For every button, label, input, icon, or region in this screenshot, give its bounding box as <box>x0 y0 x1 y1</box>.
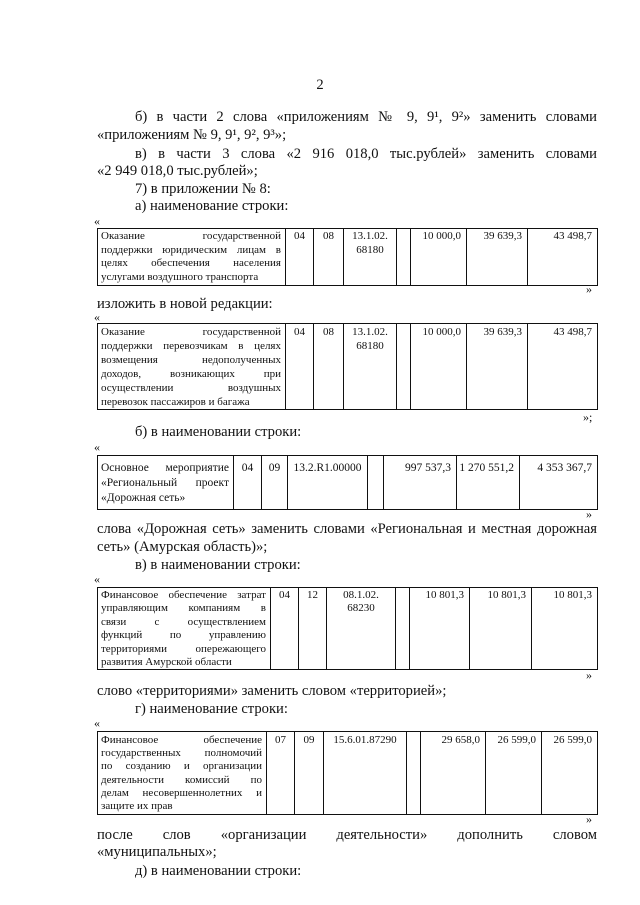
code-cell <box>327 588 396 669</box>
row-name-cell <box>98 732 267 814</box>
code-line: 68230 <box>347 602 375 615</box>
name-line: возмещения недополученных <box>101 354 281 366</box>
code-line: 13.1.02. <box>352 230 388 242</box>
empty-cell <box>396 588 410 669</box>
name-line: поддержки юридическим лицам в <box>101 243 281 256</box>
empty-cell <box>397 324 411 409</box>
open-quote-mark: « <box>94 572 100 586</box>
name-line: деятельности комиссий по <box>101 773 262 786</box>
name-line: территориями опережающего <box>101 642 266 655</box>
open-quote-mark: « <box>94 716 100 730</box>
paragraph-line: в) в части 3 слова «2 916 018,0 тыс.рублей» заменить словами <box>135 146 597 162</box>
name-line: Оказание государственной <box>101 230 281 242</box>
budget-table-row <box>97 323 598 410</box>
code-line: 13.2.R1.00000 <box>293 462 362 474</box>
name-line: делам несовершеннолетних и <box>101 786 262 799</box>
name-line: связи с осуществлением <box>101 615 266 628</box>
value-cell: 39 639,3 <box>467 229 528 285</box>
paragraph-line: после слов «организации деятельности» дополнить словом <box>97 827 597 843</box>
paragraph-line: слова «Дорожная сеть» заменить словами «Региональная и местная дорожная <box>97 521 597 537</box>
paragraph-line: б) в части 2 слова «приложениям № 9, 9¹, 9²» заменить словами <box>135 109 597 125</box>
paragraph-line: в) в наименовании строки: <box>135 557 301 573</box>
row-name-cell <box>98 229 286 285</box>
code-line: 15.6.01.87290 <box>333 734 397 746</box>
name-line: услугами воздушного транспорта <box>101 270 259 283</box>
value-cell: 10 000,0 <box>411 324 467 409</box>
name-line: функций по управлению <box>101 629 266 642</box>
value-cell: 10 801,3 <box>410 588 470 669</box>
empty-cell <box>407 732 421 814</box>
value-cell: 26 599,0 <box>553 734 592 746</box>
value-cell: 39 639,3 <box>467 324 528 409</box>
name-line: государственных полномочий <box>101 747 262 760</box>
section-cell: 04 <box>234 456 262 509</box>
paragraph-line: «2 949 018,0 тыс.рублей»; <box>97 163 258 179</box>
open-quote-mark: « <box>94 440 100 454</box>
budget-table-row <box>97 455 598 510</box>
code-cell <box>344 324 397 409</box>
row-name-cell <box>98 588 271 669</box>
name-line: «Региональный проект <box>101 477 229 489</box>
paragraph-line: б) в наименовании строки: <box>135 424 302 440</box>
section-cell: 04 <box>271 588 299 669</box>
section-cell: 04 <box>286 229 314 285</box>
subsection-cell: 08 <box>314 229 344 285</box>
name-line: защите их прав <box>101 800 173 813</box>
budget-table-row <box>97 731 598 815</box>
close-quote-mark: » <box>586 282 592 296</box>
paragraph-line: изложить в новой редакции: <box>97 296 273 312</box>
code-line: 08.1.02. <box>343 589 379 601</box>
value-cell: 43 498,7 <box>553 230 592 242</box>
code-cell <box>324 732 407 814</box>
close-quote-mark: »; <box>583 410 593 424</box>
paragraph-line: слово «территориями» заменить словом «территорией»; <box>97 683 447 699</box>
subsection-cell: 08 <box>314 324 344 409</box>
row-name-cell <box>98 324 286 409</box>
name-line: Основное мероприятие <box>101 462 229 474</box>
name-line: «Дорожная сеть» <box>101 492 186 504</box>
name-line: осуществлении воздушных <box>101 382 281 394</box>
section-cell: 07 <box>267 732 295 814</box>
value-cell: 10 000,0 <box>411 229 467 285</box>
row-name-cell <box>98 456 234 509</box>
value-cell: 10 801,3 <box>553 589 592 601</box>
empty-cell <box>368 456 384 509</box>
code-line: 13.1.02. <box>352 326 388 338</box>
name-line: развития Амурской области <box>101 656 232 669</box>
code-line: 68180 <box>356 243 384 256</box>
name-line: перевозок пассажиров и багажа <box>101 396 250 408</box>
name-line: Оказание государственной <box>101 326 281 338</box>
paragraph-line: 7) в приложении № 8: <box>135 181 271 197</box>
code-cell <box>344 229 397 285</box>
name-line: поддержки перевозчикам в целях <box>101 340 281 352</box>
close-quote-mark: » <box>586 507 592 521</box>
paragraph-line: «муниципальных»; <box>97 844 217 860</box>
paragraph-line: а) наименование строки: <box>135 198 289 214</box>
empty-cell <box>397 229 411 285</box>
value-cell: 10 801,3 <box>470 588 532 669</box>
paragraph-line: сеть» (Амурская область)»; <box>97 539 268 555</box>
value-cell: 997 537,3 <box>384 456 457 509</box>
page-number: 2 <box>316 77 324 93</box>
subsection-cell: 09 <box>295 732 324 814</box>
paragraph-line: д) в наименовании строки: <box>135 863 302 879</box>
subsection-cell: 09 <box>262 456 288 509</box>
name-line: Финансовое обеспечение <box>101 734 262 746</box>
section-cell: 04 <box>286 324 314 409</box>
close-quote-mark: » <box>586 812 592 826</box>
open-quote-mark: « <box>94 310 100 324</box>
subsection-cell: 12 <box>299 588 327 669</box>
code-cell <box>288 456 368 509</box>
name-line: Финансовое обеспечение затрат <box>101 589 266 601</box>
name-line: по созданию и организации <box>101 760 262 773</box>
name-line: доходов, возникающих при <box>101 368 281 380</box>
paragraph-line: «приложениям № 9, 9¹, 9², 9³»; <box>97 127 287 143</box>
value-cell: 29 658,0 <box>421 732 486 814</box>
value-cell: 1 270 551,2 <box>457 456 520 509</box>
name-line: управляющим компаниям в <box>101 602 266 615</box>
code-line: 68180 <box>356 340 384 352</box>
value-cell: 43 498,7 <box>553 326 592 338</box>
value-cell: 4 353 367,7 <box>537 462 592 474</box>
budget-table-row <box>97 587 598 670</box>
name-line: целях обеспечения населения <box>101 257 281 270</box>
value-cell: 26 599,0 <box>486 732 542 814</box>
close-quote-mark: » <box>586 668 592 682</box>
open-quote-mark: « <box>94 214 100 228</box>
paragraph-line: г) наименование строки: <box>135 701 288 717</box>
budget-table-row <box>97 228 598 286</box>
